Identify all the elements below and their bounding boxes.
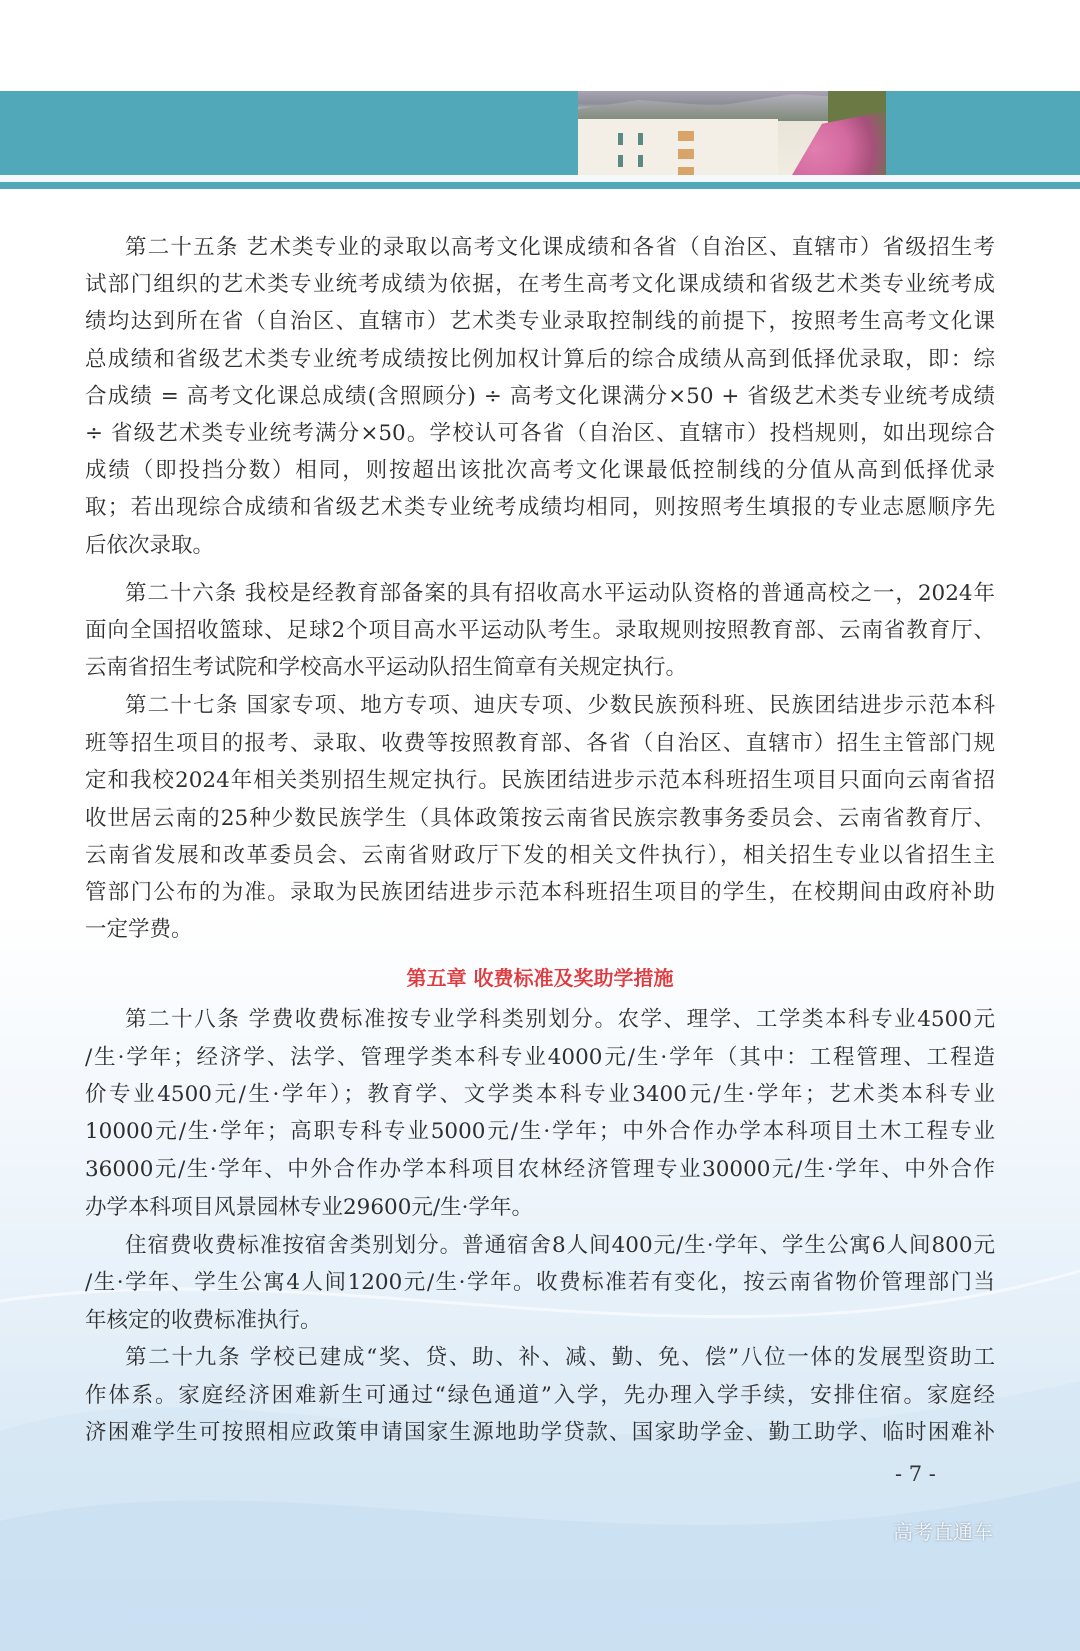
article-25-line: 合成绩 = 高考文化课总成绩(含照顾分) ÷ 高考文化课满分×50 + 省级艺术类专业统考成绩 [85, 384, 995, 409]
article-26-line: 面向全国招收篮球、足球2个项目高水平运动队考生。录取规则按照教育部、云南省教育厅、 [85, 618, 995, 643]
article-28-line: 10000元/生·学年；高职专科专业5000元/生·学年；中外合作办学本科项目土木工程专业 [85, 1119, 995, 1144]
housing-fees-line: 住宿费收费标准按宿舍类别划分。普通宿舍8人间400元/生·学年、学生公寓6人间800元 [125, 1233, 995, 1258]
header-banner [0, 91, 1080, 175]
header-divider [0, 175, 1080, 182]
article-25-line: 后依次录取。 [85, 533, 215, 558]
article-27-line: 云南省发展和改革委员会、云南省财政厅下发的相关文件执行），相关招生专业以省招生主 [85, 843, 995, 868]
article-29-line: 第二十九条 学校已建成“奖、贷、助、补、减、勤、免、偿”八位一体的发展型资助工 [125, 1345, 995, 1370]
article-28-line: 价专业4500元/生·学年）；教育学、文学类本科专业3400元/生·学年；艺术类本科专业 [85, 1082, 995, 1107]
watermark: 高考直通车 [893, 1520, 993, 1544]
article-26-line: 云南省招生考试院和学校高水平运动队招生简章有关规定执行。 [85, 655, 688, 680]
article-26-line: 第二十六条 我校是经教育部备案的具有招收高水平运动队资格的普通高校之一，2024年 [125, 581, 995, 606]
campus-photo [578, 91, 886, 175]
article-28-line: 36000元/生·学年、中外合作办学本科项目农林经济管理专业30000元/生·学年、中外合作 [85, 1157, 995, 1182]
article-27-line: 一定学费。 [85, 917, 193, 942]
article-27-line: 定和我校2024年相关类别招生规定执行。民族团结进步示范本科班招生项目只面向云南省招 [85, 768, 995, 793]
article-29-line: 作体系。家庭经济困难新生可通过“绿色通道”入学，先办理入学手续，安排住宿。家庭经 [85, 1383, 995, 1408]
page-number: - 7 - [895, 1462, 936, 1486]
article-28-line: /生·学年；经济学、法学、管理学类本科专业4000元/生·学年（其中：工程管理、工程造 [85, 1045, 995, 1070]
article-29-line: 济困难学生可按照相应政策申请国家生源地助学贷款、国家助学金、勤工助学、临时困难补 [85, 1420, 995, 1445]
article-27-line: 第二十七条 国家专项、地方专项、迪庆专项、少数民族预科班、民族团结进步示范本科 [125, 693, 995, 718]
article-25-line: ÷ 省级艺术类专业统考满分×50。学校认可各省（自治区、直辖市）投档规则，如出现综合 [85, 421, 995, 446]
article-27-line: 管部门公布的为准。录取为民族团结进步示范本科班招生项目的学生，在校期间由政府补助 [85, 880, 995, 905]
article-25-line: 成绩（即投挡分数）相同，则按超出该批次高考文化课最低控制线的分值从高到低择优录 [85, 458, 995, 483]
article-28-line: 办学本科项目风景园林专业29600元/生·学年。 [85, 1195, 533, 1220]
article-25-line: 第二十五条 艺术类专业的录取以高考文化课成绩和各省（自治区、直辖市）省级招生考 [125, 235, 995, 260]
chapter-heading: 第五章 收费标准及奖助学措施 [406, 966, 674, 990]
article-25-line: 总成绩和省级艺术类专业统考成绩按比例加权计算后的综合成绩从高到低择优录取，即：综 [85, 347, 995, 372]
article-27-line: 班等招生项目的报考、录取、收费等按照教育部、各省（自治区、直辖市）招生主管部门规 [85, 731, 995, 756]
article-25-line: 绩均达到所在省（自治区、直辖市）艺术类专业录取控制线的前提下，按照考生高考文化课 [85, 309, 995, 334]
housing-fees-line: 年核定的收费标准执行。 [85, 1308, 322, 1333]
article-28-line: 第二十八条 学费收费标准按专业学科类别划分。农学、理学、工学类本科专业4500元 [125, 1007, 995, 1032]
article-25-line: 取；若出现综合成绩和省级艺术类专业统考成绩均相同，则按照考生填报的专业志愿顺序先 [85, 495, 995, 520]
article-25-line: 试部门组织的艺术类专业统考成绩为依据，在考生高考文化课成绩和省级艺术类专业统考成 [85, 272, 995, 297]
article-27-line: 收世居云南的25种少数民族学生（具体政策按云南省民族宗教事务委员会、云南省教育厅、 [85, 806, 995, 831]
housing-fees-line: /生·学年、学生公寓4人间1200元/生·学年。收费标准若有变化，按云南省物价管理部门当 [85, 1270, 995, 1295]
header-divider-teal [0, 182, 1080, 189]
